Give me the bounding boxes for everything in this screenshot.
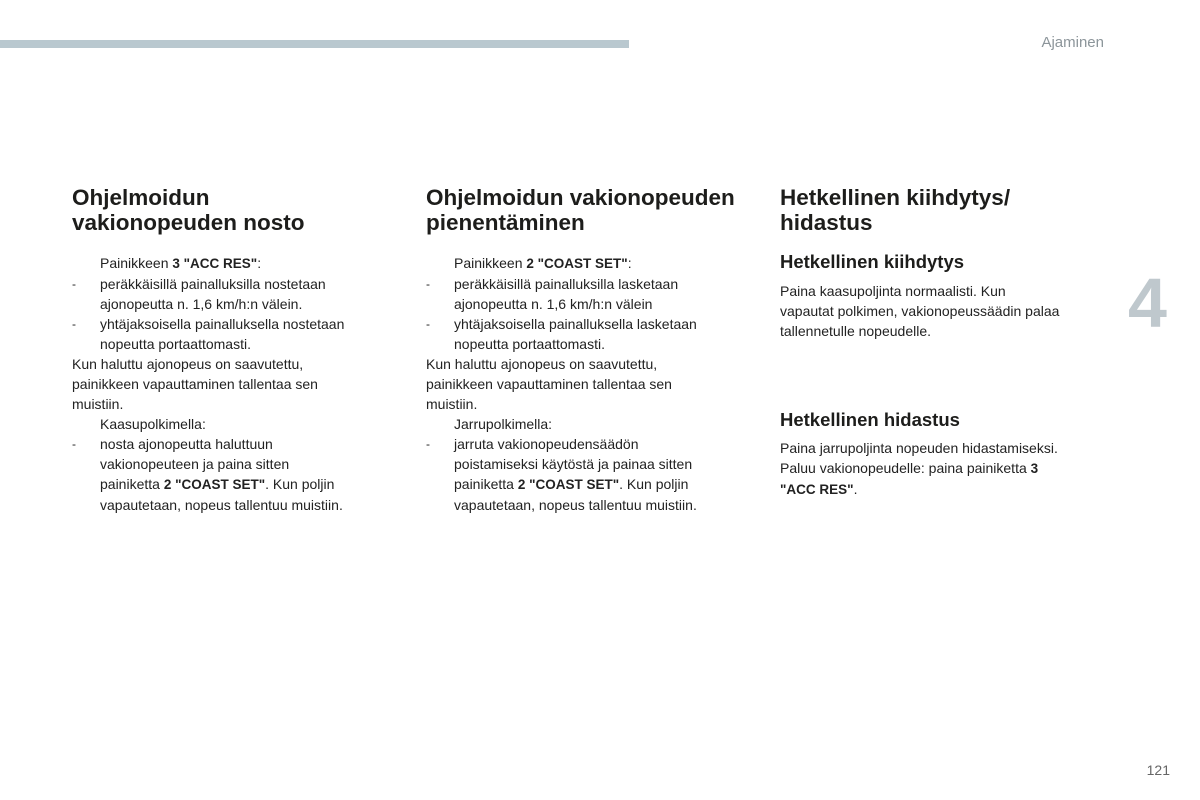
dash-item: - yhtäjaksoisella painalluksella lasketaan nopeutta portaattomasti. bbox=[426, 316, 697, 352]
header-accent-bar bbox=[0, 40, 629, 48]
chapter-number: 4 bbox=[1128, 264, 1167, 342]
body-paragraph: Paina jarrupoljinta nopeuden hidastamiseksi. Paluu vakionopeudelle: paina painiketta 3 "ACC RES". bbox=[780, 440, 1058, 497]
bullet-item: Painikkeen 3 "ACC RES": bbox=[100, 255, 262, 271]
button-name: "ACC RES" bbox=[780, 482, 854, 497]
dash-marker: - bbox=[426, 317, 430, 331]
dash-item: - nosta ajonopeutta haluttuun vakionopeuteen ja paina sitten painiketta 2 "COAST SET". Kun poljin vapautetaan, nopeus tallentuu muistiin. bbox=[72, 436, 343, 513]
page-number: 121 bbox=[1146, 762, 1170, 778]
column-momentary-adjust bbox=[780, 185, 1100, 500]
subheading-acceleration: Hetkellinen kiihdytys bbox=[780, 251, 965, 272]
button-name: 2 "COAST SET" bbox=[517, 477, 620, 492]
dash-marker: - bbox=[426, 437, 430, 451]
dash-item: - jarruta vakionopeudensäädön poistamiseksi käytöstä ja painaa sitten painiketta 2 "COAST SET". Kun poljin vapautetaan, nopeus tallentuu muistiin. bbox=[426, 436, 697, 513]
dash-marker: - bbox=[72, 277, 76, 291]
button-name: 2 "COAST SET" bbox=[163, 477, 266, 492]
button-name: 3 bbox=[1030, 461, 1039, 476]
section-title: Ajaminen bbox=[1041, 34, 1104, 51]
column-heading: Ohjelmoidun vakionopeuden nosto bbox=[72, 185, 305, 235]
bullet-item: Jarrupolkimella: bbox=[454, 416, 553, 432]
body-paragraph: Paina kaasupoljinta normaalisti. Kun vapautat polkimen, vakionopeussäädin palaa tallennetulle nopeudelle. bbox=[780, 283, 1060, 339]
column-speed-decrease bbox=[426, 185, 736, 515]
column-heading: Hetkellinen kiihdytys/ hidastus bbox=[780, 185, 1011, 235]
dash-marker: - bbox=[72, 317, 76, 331]
bullet-item: Painikkeen 2 "COAST SET": bbox=[454, 255, 632, 271]
dash-marker: - bbox=[72, 437, 76, 451]
button-name: 2 "COAST SET" bbox=[526, 256, 628, 271]
dash-item: - peräkkäisillä painalluksilla lasketaan ajonopeutta n. 1,6 km/h:n välein bbox=[426, 276, 679, 312]
subheading-deceleration: Hetkellinen hidastus bbox=[780, 409, 960, 430]
dash-item: - peräkkäisillä painalluksilla nostetaan ajonopeutta n. 1,6 km/h:n välein. bbox=[72, 276, 326, 312]
dash-marker: - bbox=[426, 277, 430, 291]
body-paragraph: Kun haluttu ajonopeus on saavutettu, painikkeen vapauttaminen tallentaa sen muistiin. bbox=[72, 356, 318, 412]
dash-item: - yhtäjaksoisella painalluksella nostetaan nopeutta portaattomasti. bbox=[72, 316, 345, 352]
body-paragraph: Kun haluttu ajonopeus on saavutettu, painikkeen vapauttaminen tallentaa sen muistiin. bbox=[426, 356, 672, 412]
column-speed-increase bbox=[72, 185, 382, 515]
column-heading: Ohjelmoidun vakionopeuden pienentäminen bbox=[426, 185, 735, 235]
button-name: 3 "ACC RES" bbox=[172, 256, 258, 271]
bullet-item: Kaasupolkimella: bbox=[100, 416, 206, 432]
